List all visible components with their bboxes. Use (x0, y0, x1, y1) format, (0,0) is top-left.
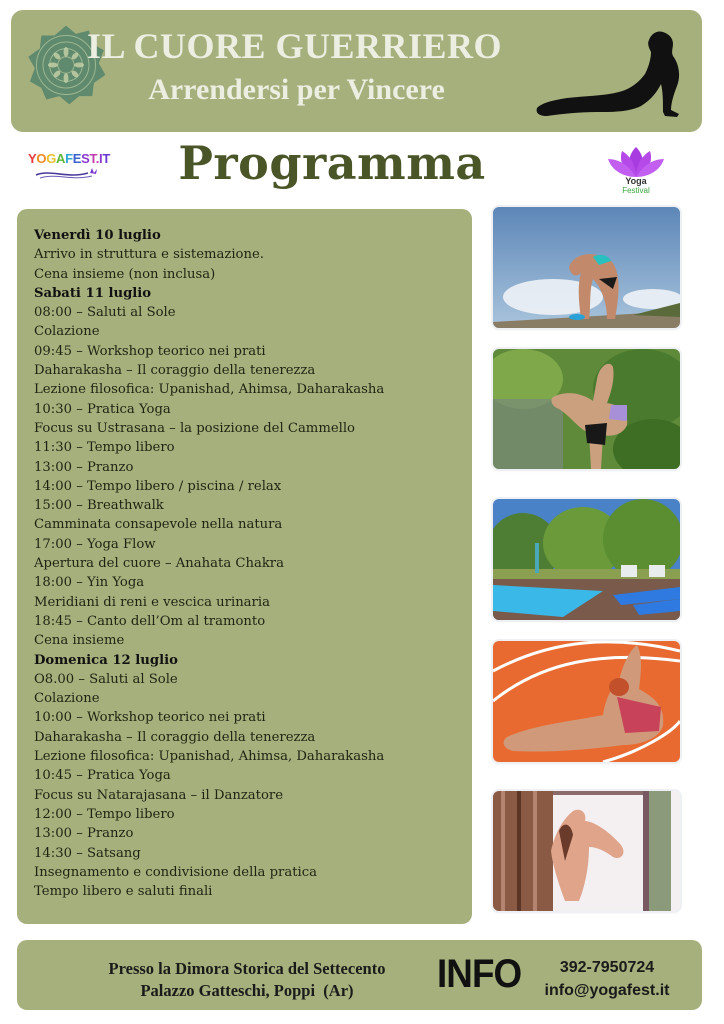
yoga-festival-logo[interactable] (604, 145, 668, 199)
program-line: Tempo libero e saluti finali (34, 884, 213, 900)
program-line: 17:00 – Yoga Flow (34, 536, 156, 552)
program-line: 10:00 – Workshop teorico nei prati (34, 710, 266, 726)
venue-line-1: Presso la Dimora Storica del Settecento (108, 959, 386, 978)
program-line: 10:30 – Pratica Yoga (34, 401, 171, 417)
contact-details (537, 956, 677, 1002)
info-label: INFO (437, 952, 522, 996)
yogafest-logo-letter: G (46, 151, 56, 166)
program-line: Daharakasha – Il coraggio della tenerezza (34, 363, 316, 379)
event-title: IL CUORE GUERRIERO (86, 26, 503, 66)
program-line: 13:00 – Pranzo (34, 826, 134, 842)
yogafest-logo-letter: T (102, 151, 110, 166)
program-line: Focus su Ustrasana – la posizione del Cammello (34, 420, 356, 436)
phone-link[interactable]: 392-7950724 (559, 959, 655, 976)
cobra-pose-silhouette-icon (533, 26, 693, 122)
photo-camel-pose-beach (493, 207, 680, 328)
yogafest-logo-letter: Y (28, 151, 37, 166)
program-line: 08:00 – Saluti al Sole (34, 305, 176, 321)
program-line: 12:00 – Tempo libero (34, 806, 175, 822)
yogafest-logo-letter: F (65, 151, 73, 166)
program-list (34, 226, 384, 901)
program-day-heading: Domenica 12 luglio (34, 652, 178, 668)
yogafest-logo-letter: A (56, 151, 66, 166)
yogafest-logo-letter: O (36, 151, 47, 166)
yoga-festival-logo-line1: Yoga (625, 176, 647, 186)
yoga-festival-logo-line2: Festival (622, 186, 650, 195)
program-line: 14:30 – Satsang (34, 845, 141, 861)
program-line: 18:45 – Canto dell’Om al tramonto (34, 613, 266, 629)
program-line: Daharakasha – Il coraggio della tenerezza (34, 729, 316, 745)
program-line: Colazione (34, 691, 100, 707)
program-line: Lezione filosofica: Upanishad, Ahimsa, Daharakasha (34, 749, 385, 765)
yogafest-logo-letter: . (95, 151, 100, 166)
program-day-heading: Venerdì 10 luglio (34, 228, 161, 243)
program-line: Cena insieme (34, 633, 125, 649)
photo-dancer-pose-window (493, 791, 680, 911)
program-line: 13:00 – Pranzo (34, 459, 134, 475)
program-line: Focus su Natarajasana – il Danzatore (34, 787, 284, 803)
program-line: Meridiani di reni e vescica urinaria (34, 594, 270, 610)
photo-dancer-pose-garden (493, 349, 680, 469)
photo-pool-venue (493, 499, 680, 620)
lotus-icon (604, 145, 668, 179)
program-panel (17, 209, 472, 924)
program-line: Lezione filosofica: Upanishad, Ahimsa, Daharakasha (34, 382, 385, 398)
event-subtitle: Arrendersi per Vincere (148, 73, 445, 106)
email-link[interactable]: info@yogafest.it (544, 982, 670, 999)
program-day-heading: Sabati 11 luglio (34, 285, 152, 301)
program-line: 11:30 – Tempo libero (34, 440, 175, 456)
yogafest-logo-letter: T (89, 151, 96, 166)
venue-address (57, 958, 437, 1002)
yogafest-logo-letter: E (72, 151, 82, 166)
program-line: Arrivo in struttura e sistemazione. (34, 247, 264, 263)
program-line: Camminata consapevole nella natura (34, 517, 283, 533)
yogafest-logo-letter: I (99, 151, 103, 166)
program-line: Colazione (34, 324, 100, 340)
photo-stretch-orange (493, 641, 680, 762)
program-line: O8.00 – Saluti al Sole (34, 671, 178, 687)
program-line: Cena insieme (non inclusa) (34, 266, 216, 282)
footer-banner (17, 940, 702, 1010)
program-line: 14:00 – Tempo libero / piscina / relax (34, 478, 282, 494)
program-line: 18:00 – Yin Yoga (34, 575, 145, 591)
yogafest-logo-letter: S (81, 151, 90, 166)
header-banner (11, 10, 702, 132)
program-line: 15:00 – Breathwalk (34, 498, 164, 514)
program-line: Insegnamento e condivisione della pratica (34, 864, 317, 880)
program-line: Apertura del cuore – Anahata Chakra (34, 556, 284, 572)
page-title: Programma (178, 136, 486, 190)
program-line: 09:45 – Workshop teorico nei prati (34, 343, 266, 359)
program-line: 10:45 – Pratica Yoga (34, 768, 171, 784)
venue-line-2: Palazzo Gatteschi, Poppi (Ar) (140, 981, 354, 1000)
